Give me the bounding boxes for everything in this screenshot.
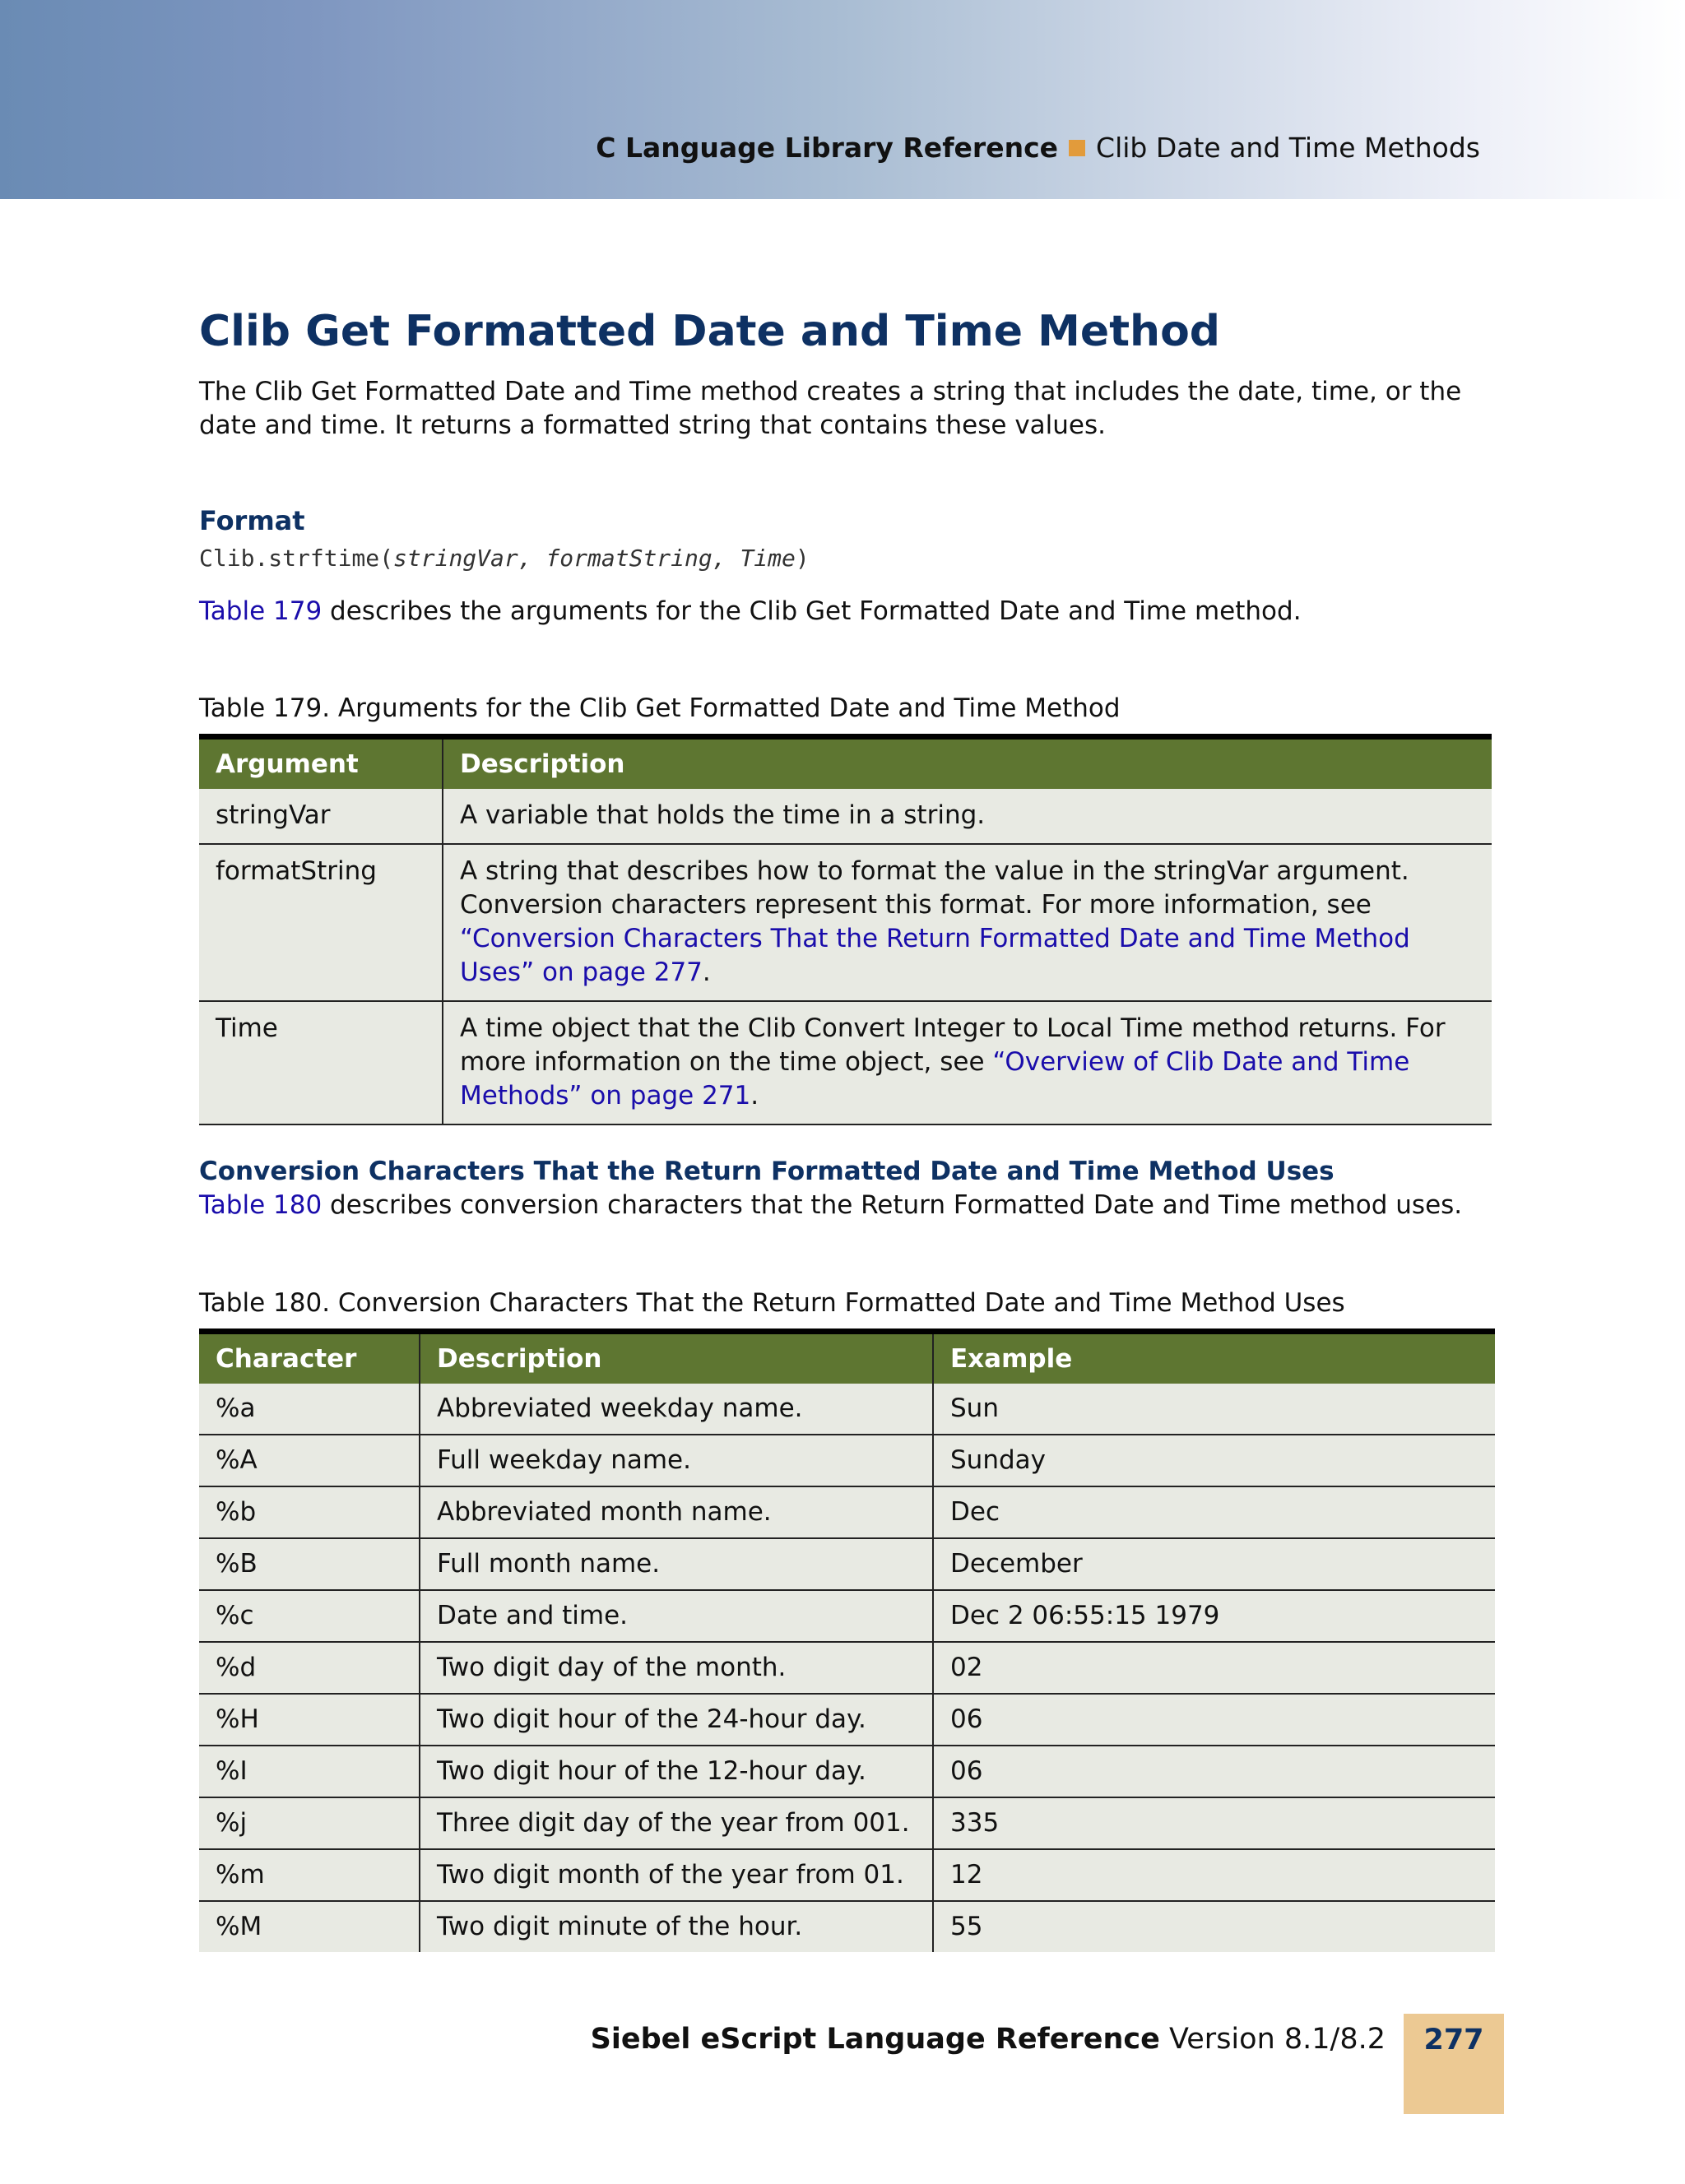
table-row: [199, 1901, 1495, 1952]
description-text: A time object that the Clib Convert Integer to Local Time method returns. For more information on the time object, see: [460, 1013, 1446, 1077]
table179-reference-text: describes the arguments for the Clib Get Formatted Date and Time method.: [322, 596, 1302, 626]
example-cell: 06: [933, 1746, 1495, 1797]
table179-link[interactable]: Table 179: [199, 596, 323, 626]
table179-reference: [199, 596, 1302, 626]
page-number: 277: [1423, 2024, 1484, 2056]
argument-cell: Time: [199, 1001, 443, 1124]
description-cell: [443, 1001, 1492, 1124]
table-row: [199, 1538, 1495, 1590]
table179-caption: Table 179. Arguments for the Clib Get Formatted Date and Time Method: [199, 693, 1121, 723]
column-header-description: Description: [420, 1332, 933, 1384]
table180-reference-text: describes conversion characters that the Return Formatted Date and Time method uses.: [322, 1190, 1463, 1220]
table-row: [199, 1001, 1492, 1124]
running-head-chapter: C Language Library Reference: [596, 132, 1059, 164]
intro-paragraph: The Clib Get Formatted Date and Time method creates a string that includes the date, time, or the date and time. It returns a formatted string that contains these values.: [199, 377, 1462, 440]
description-cell: Full weekday name.: [420, 1435, 933, 1486]
description-period: .: [702, 958, 711, 987]
syntax-function: Clib.strftime(: [199, 545, 394, 572]
table180-reference: [199, 1190, 1462, 1220]
description-cell: A variable that holds the time in a string.: [443, 789, 1492, 844]
table-row: [199, 1746, 1495, 1797]
table-row: [199, 1694, 1495, 1746]
description-cell: Two digit hour of the 24-hour day.: [420, 1694, 933, 1746]
example-cell: 06: [933, 1694, 1495, 1746]
character-cell: %d: [199, 1642, 420, 1694]
table-row: [199, 1797, 1495, 1849]
description-cell: Date and time.: [420, 1590, 933, 1642]
table-header-row: [199, 1332, 1495, 1384]
example-cell: Dec: [933, 1486, 1495, 1538]
table-row: [199, 1384, 1495, 1435]
character-cell: %A: [199, 1435, 420, 1486]
example-cell: Sun: [933, 1384, 1495, 1435]
running-head: [596, 132, 1480, 164]
overview-link[interactable]: “Overview of Clib Date and Time Methods” on page 271: [460, 1047, 1410, 1111]
syntax-close: ): [795, 545, 810, 572]
description-cell: Three digit day of the year from 001.: [420, 1797, 933, 1849]
table180-caption: Table 180. Conversion Characters That the Return Formatted Date and Time Method Uses: [199, 1288, 1345, 1318]
table-row: [199, 1590, 1495, 1642]
table-row: [199, 1849, 1495, 1901]
description-cell: Abbreviated weekday name.: [420, 1384, 933, 1435]
character-cell: %H: [199, 1694, 420, 1746]
running-head-section: Clib Date and Time Methods: [1096, 132, 1480, 164]
column-header-argument: Argument: [199, 737, 443, 790]
description-cell: Two digit month of the year from 01.: [420, 1849, 933, 1901]
footer-version: Version 8.1/8.2: [1159, 2023, 1386, 2056]
arguments-table: [199, 734, 1492, 1125]
table180-link[interactable]: Table 180: [199, 1190, 323, 1220]
table-header-row: [199, 737, 1492, 790]
table-row: [199, 1486, 1495, 1538]
example-cell: 55: [933, 1901, 1495, 1952]
table-row: [199, 844, 1492, 1001]
conversion-characters-table: [199, 1328, 1495, 1952]
example-cell: 335: [933, 1797, 1495, 1849]
footer: [591, 2023, 1386, 2056]
description-cell: Two digit day of the month.: [420, 1642, 933, 1694]
character-cell: %M: [199, 1901, 420, 1952]
page-title: Clib Get Formatted Date and Time Method: [199, 307, 1221, 356]
argument-cell: formatString: [199, 844, 443, 1001]
character-cell: %c: [199, 1590, 420, 1642]
description-cell: Two digit minute of the hour.: [420, 1901, 933, 1952]
example-cell: 12: [933, 1849, 1495, 1901]
description-cell: Abbreviated month name.: [420, 1486, 933, 1538]
character-cell: %b: [199, 1486, 420, 1538]
header-band: [0, 0, 1685, 199]
character-cell: %B: [199, 1538, 420, 1590]
example-cell: 02: [933, 1642, 1495, 1694]
table-row: [199, 789, 1492, 844]
character-cell: %a: [199, 1384, 420, 1435]
format-heading: Format: [199, 505, 305, 536]
description-cell: Two digit hour of the 12-hour day.: [420, 1746, 933, 1797]
column-header-description: Description: [443, 737, 1492, 790]
character-cell: %j: [199, 1797, 420, 1849]
format-syntax: [199, 545, 810, 572]
column-header-character: Character: [199, 1332, 420, 1384]
table-row: [199, 1435, 1495, 1486]
example-cell: Sunday: [933, 1435, 1495, 1486]
description-period: .: [750, 1081, 759, 1111]
description-cell: [443, 844, 1492, 1001]
description-text: A string that describes how to format the value in the stringVar argument. Conversion characters represent this format. For more information, see: [460, 856, 1409, 920]
page-number-box: [1404, 2014, 1504, 2114]
argument-cell: stringVar: [199, 789, 443, 844]
description-cell: Full month name.: [420, 1538, 933, 1590]
character-cell: %m: [199, 1849, 420, 1901]
example-cell: December: [933, 1538, 1495, 1590]
square-bullet-icon: [1069, 140, 1085, 156]
column-header-example: Example: [933, 1332, 1495, 1384]
character-cell: %I: [199, 1746, 420, 1797]
conversion-heading: Conversion Characters That the Return Formatted Date and Time Method Uses: [199, 1157, 1335, 1186]
example-cell: Dec 2 06:55:15 1979: [933, 1590, 1495, 1642]
table-row: [199, 1642, 1495, 1694]
conversion-characters-link[interactable]: “Conversion Characters That the Return Formatted Date and Time Method Uses” on page 277: [460, 924, 1410, 987]
footer-book-title: Siebel eScript Language Reference: [590, 2023, 1160, 2056]
syntax-args: stringVar, formatString, Time: [393, 545, 796, 572]
